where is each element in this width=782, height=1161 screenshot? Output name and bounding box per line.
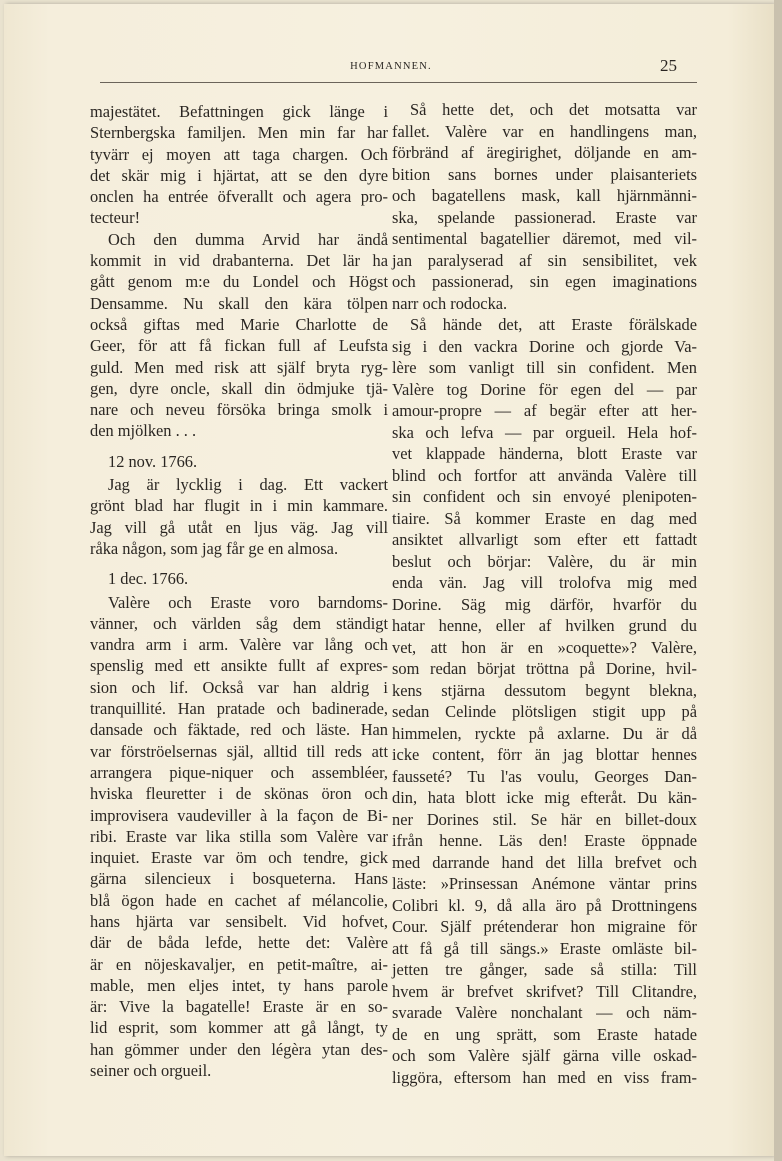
- text-line: Så hette det, och det motsatta var: [410, 100, 697, 119]
- text-line: tranquillité. Han pratade och badinerade,: [90, 699, 388, 719]
- text-line: ribi. Eraste var lika stilla som Valère var: [90, 826, 388, 846]
- text-line: arrangera pique-niquer och assembléer,: [90, 762, 388, 782]
- paragraph: [90, 474, 388, 559]
- text-line: himmelen, ryckte på axlarne. Du är då: [392, 723, 697, 743]
- text-line: blå ögon hade en cachet af mélancolie,: [90, 890, 388, 910]
- text-line: ska, spelande passionerad. Eraste var: [392, 207, 697, 227]
- text-line: är: Vive la bagatelle! Eraste är en so-: [90, 997, 388, 1017]
- right-column: [392, 99, 697, 1088]
- text-line: och bagatellens mask, kall hjärnmänni-: [392, 186, 697, 205]
- text-line: tyvärr ej moyen att taga chargen. Och: [90, 144, 388, 164]
- diary-date: [90, 451, 388, 472]
- text-line: Så hände det, att Eraste förälskade: [410, 315, 697, 334]
- text-line: Och den dumma Arvid har ändå: [108, 229, 388, 249]
- text-line: som redan börjat tröttna på Dorine, hvil-: [392, 659, 697, 678]
- text-line: Densamme. Nu skall den kära tölpen: [90, 293, 388, 313]
- text-line: fallet. Valère var en handlingens man,: [392, 121, 697, 141]
- text-line: din, hata blott icke mig efteråt. Du kän-: [392, 788, 697, 807]
- text-line: nare och neveu försöka bringa smolk i: [90, 400, 388, 420]
- text-line: liggöra, eftersom han med en viss fram-: [392, 1067, 697, 1087]
- text-line: jan paralyserad af sin sensibilitet, vek: [392, 250, 697, 270]
- text-line: kommit in vid drabanterna. Det lär ha: [90, 251, 388, 271]
- paragraph: [392, 314, 697, 1088]
- text-line: vandra arm i arm. Valère var lång och: [90, 635, 388, 655]
- text-line: sion och lif. Också var han aldrig i: [90, 677, 388, 697]
- text-line: Colibri kl. 9, då alla äro på Drottningens: [392, 895, 697, 915]
- text-line: han gömmer under den légèra ytan des-: [90, 1039, 388, 1059]
- text-line: den mjölken . . .: [90, 421, 197, 441]
- text-line: hatar henne, eller af hvilken grund du: [392, 616, 697, 635]
- page-number: 25: [660, 56, 677, 75]
- text-line: tecteur!: [90, 208, 141, 228]
- text-line: Jag vill gå utåt en ljus väg. Jag vill: [90, 517, 388, 537]
- text-line: seiner och orgueil.: [90, 1061, 212, 1081]
- text-line: jetten tre gånger, sade så stilla: Till: [392, 960, 697, 979]
- text-line: ska och lefva — par orgueil. Hela hof-: [392, 422, 697, 442]
- text-line: de en ung sprätt, som Eraste hatade: [392, 1024, 697, 1044]
- text-line: ansiktet allvarligt som efter ett fattadt: [392, 530, 697, 549]
- text-line: 12 nov. 1766.: [108, 451, 198, 471]
- text-line: gen, dyre oncle, skall din ödmjuke tjä-: [90, 378, 388, 398]
- text-line: beslut och börjar: Valère, du är min: [392, 551, 697, 571]
- text-line: förbränd af äregirighet, döljande en am-: [392, 143, 697, 162]
- text-line: ifrån henne. Läs den! Eraste öppnade: [392, 831, 697, 850]
- text-line: onclen ha entrée öfverallt och agera pro-: [90, 187, 388, 207]
- text-line: svarade Valère nonchalant — och näm-: [392, 1003, 697, 1022]
- text-line: sin confident och sin envoyé plenipoten-: [392, 487, 697, 506]
- text-line: Sternbergska familjen. Men min far har: [90, 123, 388, 143]
- text-line: med darrande hand det lilla brefvet och: [392, 852, 697, 872]
- text-line: att få gå till sängs.» Eraste omläste bil-: [392, 938, 697, 958]
- page-edge: [774, 0, 782, 1161]
- text-line: det skär mig i hjärtat, att se den dyre: [90, 165, 388, 185]
- text-line: vänner, och världen såg dem ständigt: [90, 613, 388, 633]
- left-column: [90, 101, 388, 1081]
- text-line: råka någon, som jag får ge en almosa.: [90, 538, 339, 558]
- text-line: vet, att hon är en »coquette»? Valère,: [392, 637, 697, 657]
- text-line: läste: »Prinsessan Anémone väntar prins: [392, 874, 697, 893]
- text-line: guld. Men med risk att själf bryta ryg-: [90, 357, 388, 377]
- text-line: mable, men eljes intet, ty hans parole: [90, 975, 388, 995]
- text-line: hviska fleuretter i de skönas öron och: [90, 784, 388, 804]
- text-line: enda vän. Jag vill trolofva mig med: [392, 573, 697, 592]
- header-rule: [100, 82, 697, 83]
- text-line: ner Dorines stil. Se här en billet-doux: [392, 809, 697, 829]
- text-line: Valère och Eraste voro barndoms-: [108, 592, 388, 612]
- text-line: bition sans bornes under plaisanteriets: [392, 164, 697, 184]
- text-line: Valère tog Dorine för egen del — par: [392, 379, 697, 399]
- text-line: Cour. Själf prétenderar hon migraine för: [392, 917, 697, 936]
- text-line: hvem är brefvet skrifvet? Till Clitandre,: [392, 981, 697, 1001]
- paragraph: [90, 592, 388, 1082]
- text-line: lid esprit, som kommer att gå långt, ty: [90, 1018, 388, 1038]
- text-line: dansade och fäktade, red och läste. Han: [90, 720, 388, 740]
- text-line: sig i den vackra Dorine och gjorde Va-: [392, 336, 697, 356]
- text-line: där de båda lefde, hette det: Valère: [90, 933, 388, 953]
- text-line: spenslig med ett ansikte fullt af expres-: [90, 656, 388, 676]
- paragraph: [90, 229, 388, 442]
- text-line: blind och fortfor att använda Valère till: [392, 465, 697, 485]
- text-line: amour-propre — af begär efter att her-: [392, 401, 697, 420]
- text-line: grönt blad har flugit in i min kammare.: [90, 496, 388, 516]
- text-line: inquiet. Eraste var öm och tendre, gick: [90, 848, 388, 868]
- text-line: hans hjärta var sensibelt. Vid hofvet,: [90, 911, 388, 931]
- text-line: Jag är lycklig i dag. Ett vackert: [108, 475, 388, 495]
- text-line: är en nöjeskavaljer, en petit-maître, ai-: [90, 954, 388, 974]
- text-line: Dorine. Säg mig därför, hvarför du: [392, 594, 697, 614]
- text-line: gått genom m:e du Londel och Högst: [90, 272, 388, 292]
- text-line: 1 dec. 1766.: [108, 569, 189, 589]
- diary-date: [90, 568, 388, 589]
- text-line: var förströelsernas själ, alltid till reds att: [90, 741, 388, 761]
- text-line: sentimental bagatellier däremot, med vil-: [392, 229, 697, 248]
- text-line: Geer, för att få fickan full af Leufsta: [90, 336, 388, 356]
- paragraph: [90, 101, 388, 229]
- paragraph: [392, 99, 697, 314]
- text-line: lère som vanligt till sin confident. Men: [392, 358, 697, 377]
- text-line: också giftas med Marie Charlotte de: [90, 314, 388, 334]
- text-line: gärna silencieux i bosqueterna. Hans: [90, 869, 388, 889]
- text-line: icke content, förr än jag blottar hennes: [392, 745, 697, 764]
- text-line: kens stjärna dessutom begynt blekna,: [392, 680, 697, 700]
- text-line: majestätet. Befattningen gick länge i: [90, 102, 388, 121]
- text-line: och passionerad, sin egen imaginations: [392, 272, 697, 291]
- text-line: tiaire. Så kommer Eraste en dag med: [392, 508, 697, 528]
- text-line: improvisera vaudeviller à la façon de Bi-: [90, 805, 388, 825]
- running-title: HOFMANNEN.: [350, 61, 432, 72]
- text-line: fausseté? Tu l'as voulu, Georges Dan-: [392, 766, 697, 786]
- text-line: sedan Celinde plötsligen stigit upp på: [392, 702, 697, 721]
- text-line: och som Valère själf gärna ville oskad-: [392, 1046, 697, 1065]
- text-line: vet klappade händerna, blott Eraste var: [392, 444, 697, 463]
- text-line: narr och rodocka.: [392, 293, 508, 313]
